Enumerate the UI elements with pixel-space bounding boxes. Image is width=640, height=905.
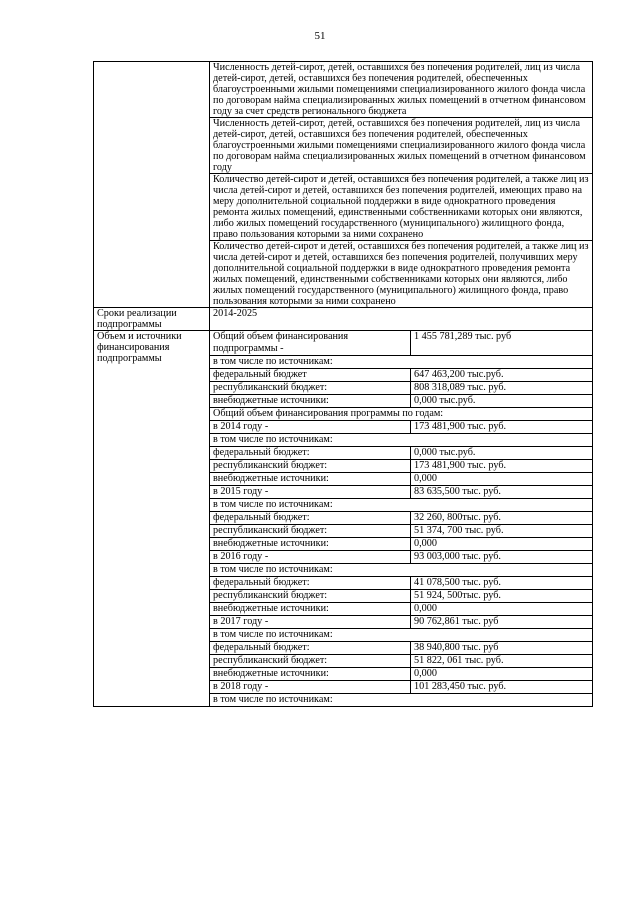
financing-table-row xyxy=(210,408,592,421)
financing-item-value: 0,000 тыс.руб. xyxy=(411,447,593,460)
financing-item-value: 0,000 xyxy=(411,538,593,551)
financing-table-row xyxy=(210,694,592,707)
financing-table-row xyxy=(210,538,592,551)
financing-table-row xyxy=(210,486,592,499)
financing-item-value: 647 463,200 тыс.руб. xyxy=(411,369,593,382)
financing-table-row xyxy=(210,382,592,395)
financing-table-row xyxy=(210,655,592,668)
financing-table-row xyxy=(210,395,592,408)
financing-item-label: республиканский бюджет: xyxy=(210,590,411,603)
financing-item-value: 93 003,000 тыс. руб. xyxy=(411,551,593,564)
financing-item-label: республиканский бюджет: xyxy=(210,655,411,668)
financing-item-label: федеральный бюджет xyxy=(210,369,411,382)
financing-item-value: 51 374, 700 тыс. руб. xyxy=(411,525,593,538)
financing-item-label: в 2017 году - xyxy=(210,616,411,629)
page-number: 51 xyxy=(314,30,326,42)
financing-item-label: федеральный бюджет: xyxy=(210,447,411,460)
period-row xyxy=(94,308,593,331)
indicator-2: Численность детей-сирот, детей, оставшихся без попечения родителей, лиц из числа детей-сирот, детей, оставшихся без попечения родителей, обеспеченных благоустроенными жилыми помещениями специализированного жилого фонда числа по договорам найма специализированных жилых помещений в отчетном финансовом году xyxy=(210,117,592,173)
financing-label: Объем и источники финансирования подпрограммы xyxy=(97,331,182,364)
financing-item-label: в том числе по источникам: xyxy=(210,499,592,512)
financing-item-label: в том числе по источникам: xyxy=(210,564,592,577)
financing-item-label: внебюджетные источники: xyxy=(210,668,411,681)
financing-table-row xyxy=(210,642,592,655)
indicator-3: Количество детей-сирот и детей, оставшихся без попечения родителей, а также лиц из числа детей-сирот и детей, оставшихся без попечения родителей, имеющих право на меру дополнительной социальной поддержки в виде однократного проведения ремонта жилых помещений, единственными собственниками которых они являются, либо жилых помещений государственного (муниципального) жилищного фонда, право пользования которыми за ними сохранено xyxy=(210,173,592,240)
financing-item-label: в 2015 году - xyxy=(210,486,411,499)
financing-table-row xyxy=(210,629,592,642)
financing-item-label: в том числе по источникам: xyxy=(213,694,333,705)
financing-table-row xyxy=(210,434,592,447)
financing-table-row xyxy=(210,512,592,525)
financing-item-label: в 2016 году - xyxy=(210,551,411,564)
financing-item-value: 51 822, 061 тыс. руб. xyxy=(411,655,593,668)
financing-item-value: 0,000 xyxy=(411,668,593,681)
period-label: Сроки реализации подпрограммы xyxy=(97,308,177,330)
indicator-1: Численность детей-сирот, детей, оставшихся без попечения родителей, лиц из числа детей-сирот, детей, оставшихся без попечения родителей, обеспеченных благоустроенными жилыми помещениями специализированного жилого фонда числа по договорам найма специализированных жилых помещений в отчетном финансовом году за счет средств регионального бюджета xyxy=(213,62,586,117)
financing-item-value: 808 318,089 тыс. руб. xyxy=(411,382,593,395)
financing-item-value: 0,000 xyxy=(411,603,593,616)
financing-item-label: в том числе по источникам: xyxy=(210,629,592,642)
financing-table-row xyxy=(210,499,592,512)
financing-table-row xyxy=(210,577,592,590)
financing-table-row xyxy=(210,564,592,577)
financing-item-value: 51 924, 500тыс. руб. xyxy=(411,590,593,603)
financing-item-value: 0,000 xyxy=(411,473,593,486)
financing-item-value: 173 481,900 тыс. руб. xyxy=(411,460,593,473)
financing-table xyxy=(210,331,592,706)
financing-table-row xyxy=(210,616,592,629)
financing-item-label: внебюджетные источники: xyxy=(210,473,411,486)
financing-row xyxy=(94,331,593,707)
financing-table-row xyxy=(210,447,592,460)
financing-table-row xyxy=(210,551,592,564)
indicators-label-cell xyxy=(94,62,210,308)
financing-item-label: республиканский бюджет: xyxy=(210,382,411,395)
financing-table-row xyxy=(210,460,592,473)
subprogram-passport-table xyxy=(93,61,593,707)
financing-table-row xyxy=(210,603,592,616)
financing-item-value: 83 635,500 тыс. руб. xyxy=(411,486,593,499)
financing-item-value: 173 481,900 тыс. руб. xyxy=(411,421,593,434)
financing-item-value: 1 455 781,289 тыс. руб xyxy=(411,331,593,356)
financing-item-value: 32 260, 800тыс. руб. xyxy=(411,512,593,525)
financing-item-value: 90 762,861 тыс. руб xyxy=(411,616,593,629)
financing-table-row xyxy=(210,356,592,369)
financing-item-label: внебюджетные источники: xyxy=(210,603,411,616)
financing-table-row xyxy=(210,668,592,681)
financing-table-row xyxy=(210,525,592,538)
financing-item-label: внебюджетные источники: xyxy=(210,538,411,551)
financing-item-label: республиканский бюджет: xyxy=(210,525,411,538)
financing-table-row xyxy=(210,369,592,382)
financing-item-value: 0,000 тыс.руб. xyxy=(411,395,593,408)
financing-item-label: внебюджетные источники: xyxy=(210,395,411,408)
financing-item-label: федеральный бюджет: xyxy=(210,577,411,590)
financing-table-row xyxy=(210,590,592,603)
financing-table-row xyxy=(210,681,592,694)
period-value: 2014-2025 xyxy=(213,308,258,319)
financing-item-label: Общий объем финансирования программы по годам: xyxy=(210,408,592,421)
financing-item-value: 38 940,800 тыс. руб xyxy=(411,642,593,655)
financing-item-value: 41 078,500 тыс. руб. xyxy=(411,577,593,590)
financing-table-row xyxy=(210,473,592,486)
financing-item-label: республиканский бюджет: xyxy=(210,460,411,473)
indicators-cell xyxy=(210,62,593,308)
indicator-4: Количество детей-сирот и детей, оставшихся без попечения родителей, а также лиц из числа детей-сирот и детей, оставшихся без попечения родителей, получивших меру дополнительной социальной поддержки в виде однократного проведения ремонта жилых помещений, единственными собственниками которых они являются, либо жилых помещений государственного (муниципального) жилищного фонда, право пользования которыми за ними сохранено xyxy=(210,240,592,307)
financing-table-row xyxy=(210,331,592,356)
financing-item-label: в 2014 году - xyxy=(210,421,411,434)
financing-item-label: федеральный бюджет: xyxy=(210,512,411,525)
financing-item-label: в том числе по источникам: xyxy=(210,434,592,447)
financing-item-label: федеральный бюджет: xyxy=(210,642,411,655)
financing-item-label: в 2018 году - xyxy=(210,681,411,694)
financing-item-label: в том числе по источникам: xyxy=(210,356,592,369)
financing-item-label: Общий объем финансирования подпрограммы - xyxy=(210,331,411,356)
financing-item-value: 101 283,450 тыс. руб. xyxy=(411,681,593,694)
indicators-row xyxy=(94,62,593,308)
financing-table-row xyxy=(210,421,592,434)
